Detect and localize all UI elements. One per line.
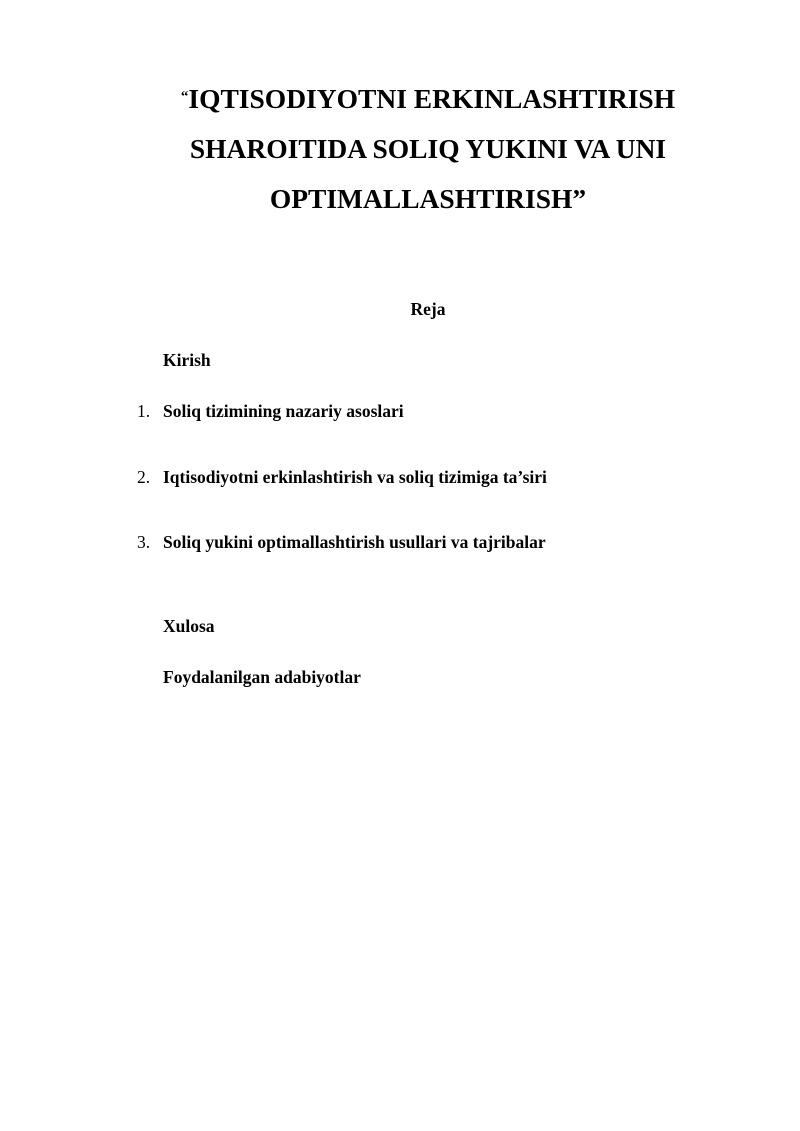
section-label-2: Iqtisodiyotni erkinlashtirish va soliq tizimiga ta’siri (163, 467, 547, 487)
title-line-1 (130, 72, 726, 124)
section-number-3: 3. (137, 532, 151, 552)
intro-entry: Kirish (163, 350, 211, 370)
conclusion-row (0, 616, 800, 640)
section-row-3 (0, 532, 800, 556)
references-row (0, 667, 800, 691)
title-line-3: OPTIMALLASHTIRISH” (269, 183, 587, 214)
plan-heading: Reja (410, 299, 446, 319)
title-line-1-text: IQTISODIYOTNI ERKINLASHTIRISH (188, 83, 676, 114)
section-row-2 (0, 467, 800, 491)
section-label-1: Soliq tizimining nazariy asoslari (163, 401, 404, 421)
section-number-1: 1. (137, 401, 151, 421)
intro-row (0, 350, 800, 374)
conclusion-entry: Xulosa (163, 616, 215, 636)
title-open-quote: “ (180, 89, 189, 105)
section-number-2: 2. (137, 467, 151, 487)
section-row-1 (0, 401, 800, 425)
section-label-3: Soliq yukini optimallashtirish usullari va tajribalar (163, 532, 546, 552)
document-title (130, 72, 726, 224)
references-entry: Foydalanilgan adabiyotlar (163, 667, 361, 687)
title-line-2: SHAROITIDA SOLIQ YUKINI VA UNI (189, 133, 667, 164)
